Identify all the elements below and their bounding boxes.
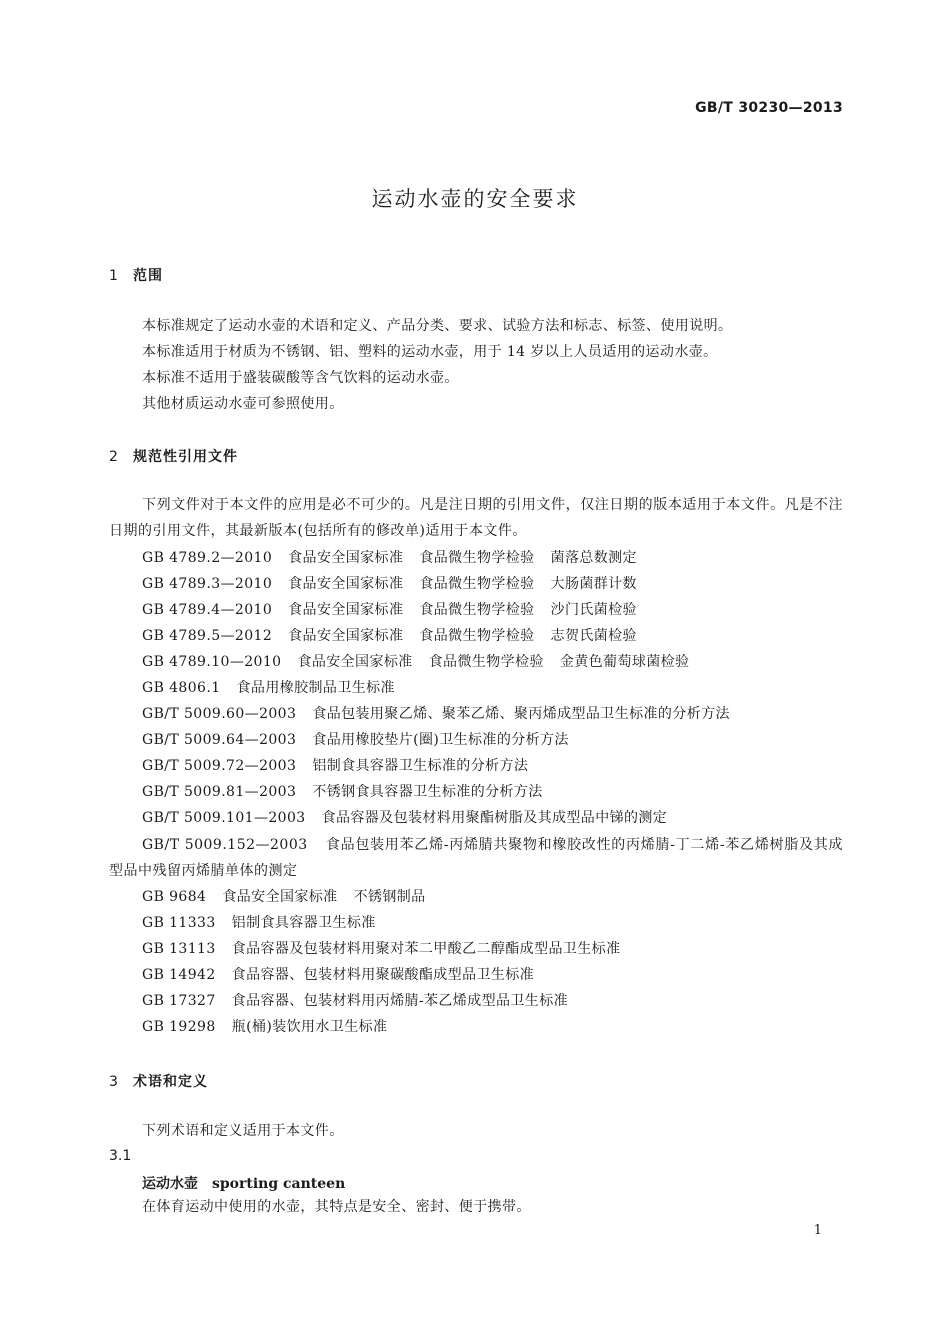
reference-title-part: 食品微生物学检验 (419, 628, 535, 644)
reference-title: 志贺氏菌检验 (550, 628, 637, 644)
reference-title: 不锈钢食具容器卫生标准的分析方法 (312, 784, 543, 800)
reference-item (142, 783, 543, 801)
reference-title: 食品容器及包装材料用聚酯树脂及其成型品中锑的测定 (321, 810, 668, 826)
section-title: 规范性引用文件 (133, 449, 238, 465)
document-title: 运动水壶的安全要求 (371, 187, 579, 211)
reference-title: 沙门氏菌检验 (550, 602, 637, 618)
clause-number: 3.1 (109, 1148, 132, 1164)
reference-code: GB/T 5009.152—2003 (142, 837, 308, 853)
term-definition: 在体育运动中使用的水壶，其特点是安全、密封、便于携带。 (142, 1199, 531, 1215)
reference-title-part: 食品微生物学检验 (419, 550, 535, 566)
section-number: 3 (109, 1074, 119, 1090)
paragraph: 本标准规定了运动水壶的术语和定义、产品分类、要求、试验方法和标志、标签、使用说明。 (142, 318, 733, 334)
reference-title: 不锈钢制品 (353, 889, 426, 905)
reference-code: GB/T 5009.60—2003 (142, 706, 297, 722)
reference-item (142, 705, 730, 723)
term-english: sporting canteen (212, 1176, 346, 1192)
reference-code: GB 9684 (142, 889, 207, 905)
reference-item (142, 575, 637, 593)
reference-title: 菌落总数测定 (550, 550, 637, 566)
section-3-heading (109, 1071, 208, 1091)
paragraph: 其他材质运动水壶可参照使用。 (142, 396, 344, 412)
reference-item (142, 966, 534, 984)
reference-title-part: 食品安全国家标准 (222, 889, 338, 905)
reference-title-part: 食品安全国家标准 (297, 654, 413, 670)
reference-item (142, 731, 569, 749)
term-chinese: 运动水壶 (142, 1176, 198, 1192)
reference-code: GB 4789.5—2012 (142, 628, 273, 644)
reference-title: 金黄色葡萄球菌检验 (559, 654, 690, 670)
reference-title: 食品容器、包装材料用聚碳酸酯成型品卫生标准 (231, 967, 535, 983)
reference-title-part: 食品安全国家标准 (288, 628, 404, 644)
reference-title: 食品用橡胶制品卫生标准 (236, 680, 395, 696)
standard-code: GB/T 30230—2013 (695, 100, 843, 116)
section-title: 范围 (133, 268, 163, 284)
reference-code: GB 4789.2—2010 (142, 550, 273, 566)
section-title: 术语和定义 (133, 1074, 208, 1090)
reference-code: GB 4789.4—2010 (142, 602, 273, 618)
reference-title: 铝制食具容器卫生标准 (231, 915, 376, 931)
paragraph: 下列术语和定义适用于本文件。 (142, 1123, 344, 1139)
term-entry (142, 1173, 345, 1193)
reference-item (142, 757, 528, 775)
intro-paragraph: 下列文件对于本文件的应用是必不可少的。凡是注日期的引用文件，仅注日期的版本适用于本文件。凡是不注日期的引用文件，其最新版本(包括所有的修改单)适用于本文件。 (109, 497, 843, 539)
section-number: 2 (109, 449, 119, 465)
reference-title: 食品包装用聚乙烯、聚苯乙烯、聚丙烯成型品卫生标准的分析方法 (312, 706, 730, 722)
reference-code: GB 14942 (142, 967, 216, 983)
reference-title-part: 食品微生物学检验 (428, 654, 544, 670)
page-number: 1 (813, 1223, 822, 1238)
reference-item (142, 1018, 387, 1036)
reference-item (142, 809, 667, 827)
reference-code: GB/T 5009.81—2003 (142, 784, 297, 800)
section-2-heading (109, 446, 238, 466)
reference-item (142, 601, 637, 619)
reference-title-part: 食品微生物学检验 (419, 576, 535, 592)
reference-code: GB 4789.10—2010 (142, 654, 282, 670)
reference-item (142, 679, 395, 697)
reference-item-long (109, 832, 843, 884)
reference-item (142, 549, 637, 567)
paragraph: 本标准适用于材质为不锈钢、铝、塑料的运动水壶，用于 14 岁以上人员适用的运动水壶。 (142, 344, 718, 360)
paragraph: 本标准不适用于盛装碳酸等含气饮料的运动水壶。 (142, 370, 459, 386)
reference-item (142, 888, 426, 906)
reference-code: GB/T 5009.72—2003 (142, 758, 297, 774)
reference-code: GB 19298 (142, 1019, 216, 1035)
reference-item (142, 653, 689, 671)
reference-item (142, 940, 620, 958)
reference-code: GB 11333 (142, 915, 216, 931)
reference-title-part: 食品安全国家标准 (288, 550, 404, 566)
reference-title-part: 食品安全国家标准 (288, 576, 404, 592)
reference-title: 大肠菌群计数 (550, 576, 637, 592)
reference-title: 食品容器、包装材料用丙烯腈-苯乙烯成型品卫生标准 (231, 993, 569, 1009)
reference-title: 瓶(桶)装饮用水卫生标准 (231, 1019, 388, 1035)
reference-code: GB 13113 (142, 941, 216, 957)
section-1-heading (109, 265, 163, 285)
reference-title-part: 食品微生物学检验 (419, 602, 535, 618)
reference-item (142, 914, 376, 932)
reference-item (142, 992, 568, 1010)
reference-item (142, 627, 637, 645)
reference-title-part: 食品安全国家标准 (288, 602, 404, 618)
reference-code: GB 4806.1 (142, 680, 221, 696)
section-number: 1 (109, 268, 119, 284)
reference-code: GB/T 5009.64—2003 (142, 732, 297, 748)
reference-title: 食品用橡胶垫片(圈)卫生标准的分析方法 (312, 732, 569, 748)
reference-code: GB 17327 (142, 993, 216, 1009)
reference-title: 食品容器及包装材料用聚对苯二甲酸乙二醇酯成型品卫生标准 (231, 941, 621, 957)
reference-title: 铝制食具容器卫生标准的分析方法 (312, 758, 529, 774)
reference-code: GB/T 5009.101—2003 (142, 810, 306, 826)
reference-title: 食品包装用苯乙烯-丙烯腈共聚物和橡胶改性的丙烯腈-丁二烯-苯乙烯树脂及其成型品中残留丙烯腈单体的测定 (109, 837, 843, 879)
reference-code: GB 4789.3—2010 (142, 576, 273, 592)
